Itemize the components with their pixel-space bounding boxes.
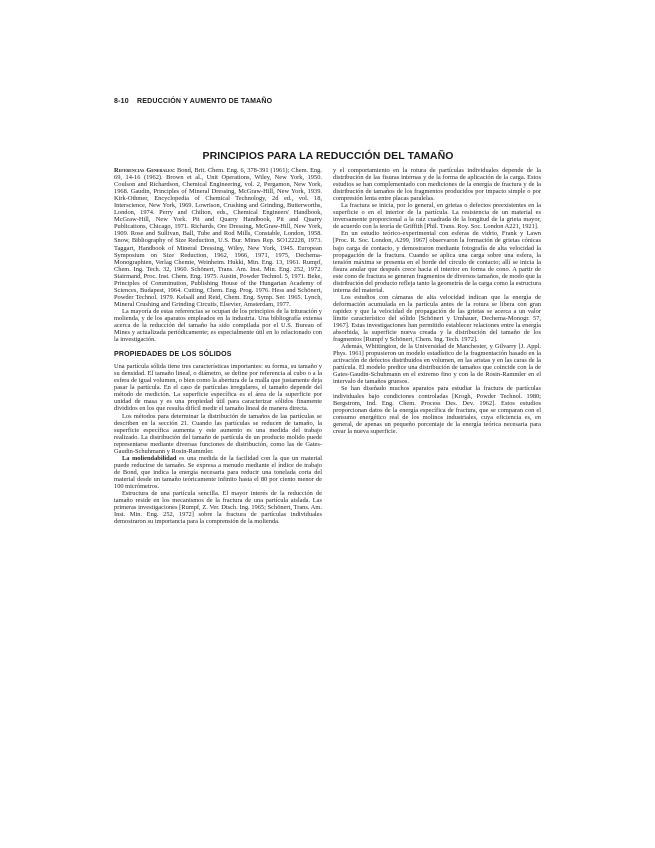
references-lead: Referencias Generales: xyxy=(114,167,176,174)
general-references-paragraph xyxy=(114,167,322,308)
body-paragraph: Estructura de una partícula sencilla. El mayor interés de la reducción de tamaño reside en los mecanismos de la fractura de una partícula aislada. Las primeras investigaciones [Rumpf, Z. Ver. Dtsch. Ing. 1965; Schönert, Trans. Am. Inst. Min. Eng. 252, 1972] sobre la fractura de partículas individuales demostraron su importancia para la comprensión de la molienda. xyxy=(114,490,322,526)
body-paragraph: y el comportamiento en la rotura de partículas individuales depende de la distribución de las fisuras internas y de la forma de aplicación de la carga. Estos estudios se han complementado con mediciones de la energía de fractura y de la distribución de tamaños de los fragmentos producidos por impacto simple o por compresión lenta entre placas paralelas. xyxy=(333,167,541,203)
body-paragraph: Además, Whittington, de la Universidad de Manchester, y Gilvarry [J. Appl. Phys. 1961] propusieron un modelo estadístico de la fragmentación basado en la activación de defectos distribuidos en volumen, en las aristas y en las caras de la partícula. El modelo predice una distribución de tamaños que coincide con la de Gates-Gaudin-Schuhmann en el extremo fino y con la de Rosin-Rammler en el intervalo de tamaños gruesos. xyxy=(333,343,541,386)
body-paragraph: Los métodos para determinar la distribución de tamaños de las partículas se describen en la sección 21. Cuando las partículas se reducen de tamaño, la superficie específica aumenta y este aumento es una medida del trabajo realizado. La distribución del tamaño de partícula de un producto molido puede representarse mediante diversas funciones de distribución, como las de Gates-Gaudin-Schuhmann y Rosin-Rammler. xyxy=(114,412,322,455)
section-title: PRINCIPIOS PARA LA REDUCCIÓN DEL TAMAÑO xyxy=(202,150,454,162)
body-paragraph: Una partícula sólida tiene tres características importantes: su forma, su tamaño y su densidad. El tamaño lineal, o diámetro, se define por referencia al cubo o a la esfera de igual volumen, o bien como la abertura de la malla que justamente deja pasar la partícula. En el caso de partículas irregulares, el tamaño depende del método de medición. La superficie específica es el área de la superficie por unidad de masa y es una propiedad útil para caracterizar sólidos finamente divididos en los que resulta difícil medir el tamaño lineal de manera directa. xyxy=(114,363,322,413)
left-column xyxy=(114,167,322,525)
body-paragraph: La fractura se inicia, por lo general, en grietas o defectos preexistentes en la superficie o en el interior de la partícula. La resistencia de un material es inversamente proporcional a la raíz cuadrada de la longitud de la grieta mayor, de acuerdo con la teoría de Griffith [Phil. Trans. Roy. Soc. London A221, 1921]. xyxy=(333,202,541,231)
grindability-term: La moliendabilidad xyxy=(122,454,177,462)
references-body: Bond, Brit. Chem. Eng. 6, 378-391 (1961); Chem. Eng. 69, 14-16 (1962). Brown et al., Unit Operations, Wiley, New York, 1950. Coulson and Richardson, Chemical Engineering, vol. 2, Pergamon, New York, 1968. Gaudin, Principles of Mineral Dressing, McGraw-Hill, New York, 1939. Kirk-Othmer, Encyclopedia of Chemical Technology, 2d ed., vol. 18, Interscience, New York, 1969. Lowrison, Crushing and Grinding, Butterworths, London, 1974. Perry and Chilton, eds., Chemical Engineers' Handbook, McGraw-Hill, New York. Pit and Quarry Handbook, Pit and Quarry Publications, Chicago, 1971. Richards, Ore Dressing, McGraw-Hill, New York, 1909. Rose and Sullivan, Ball, Tube and Rod Mills, Constable, London, 1958. Snow, Bibliography of Size Reduction, U.S. Bur. Mines Rep. SO122228, 1973. Taggart, Handbook of Mineral Dressing, Wiley, New York, 1945. European Symposium on Size Reduction, 1962, 1966, 1971, 1975, Dechema-Monographien, Verlag Chemie, Weinheim. Hukki, Min. Eng. 13, 1961. Rumpf, Chem. Ing. Tech. 32, 1960. Schönert, Trans. Am. Inst. Min. Eng. 252, 1972. Stairmand, Proc. Inst. Chem. Eng. 1975. Austin, Powder Technol. 5, 1971. Beke, Principles of Comminution, Publishing House of the Hungarian Academy of Sciences, Budapest, 1964. Cutting, Chem. Eng. Prog. 1976. Hess and Schönert, Powder Technol. 1979. Kelsall and Reid, Chem. Eng. Symp. Ser. 1965. Lynch, Mineral Crushing and Grinding Circuits, Elsevier, Amsterdam, 1977. xyxy=(114,167,322,308)
references-note-paragraph: La mayoría de estas referencias se ocupan de los principios de la trituración y molienda, y de los aparatos empleados en la industria. Una bibliografía extensa acerca de la reducción del tamaño ha sido compilada por el U.S. Bureau of Mines y actualizada periódicamente; es especialmente útil en lo relacionado con la investigación. xyxy=(114,307,322,344)
right-column xyxy=(333,167,541,435)
body-paragraph: Los estudios con cámaras de alta velocidad indican que la energía de deformación acumulada en la partícula antes de la rotura se libera con gran rapidez y que la velocidad de propagación de las grietas se acerca a un valor límite característico del sólido [Schönert y Umhauer, Dechema-Monogr. 57, 1967]. Estas investigaciones han permitido establecer relaciones entre la energía absorbida, la superficie nueva creada y la distribución del tamaño de los fragmentos [Rumpf y Schönert, Chem. Ing. Tech. 1972]. xyxy=(333,293,541,344)
body-paragraph: En un estudio teórico-experimental con esferas de vidrio, Frank y Lawn [Proc. R. Soc. London, A299, 1967] observaron la formación de grietas cónicas bajo carga de contacto, y demostraron mediante fotografía de alta velocidad la propagación de la fractura. Cuando se aplica una carga sobre una esfera, la tensión máxima se presenta en el borde del círculo de contacto; allí se inicia la fisura anular que después crece hacia el interior en forma de cono. A partir de este cono de fractura se generan fragmentos de diversos tamaños, de modo que la distribución del producto refleja tanto la geometría de la carga como la estructura interna del material. xyxy=(333,230,541,294)
running-title: REDUCCIÓN Y AUMENTO DE TAMAÑO xyxy=(136,98,273,105)
body-paragraph xyxy=(114,455,322,490)
running-header xyxy=(114,98,272,105)
grindability-text: es una medida de la facilidad con la que un material puede reducirse de tamaño. Se expresa a menudo mediante el índice de trabajo de Bond, que indica la energía necesaria para reducir una tonelada corta del material desde un tamaño teóricamente infinito hasta el 80 por ciento menor de 100 micrómetros. xyxy=(114,454,322,490)
page-number: 8-10 xyxy=(114,98,129,105)
body-paragraph: Se han diseñado muchos aparatos para estudiar la fractura de partículas individuales bajo condiciones controladas [Krogh, Powder Technol. 1980; Bergstrom, Ind. Eng. Chem. Process Des. Dev. 1962]. Estos estudios proporcionan datos de la energía específica de fractura, que se comparan con el consumo energético real de los molinos industriales, cuya eficiencia es, en general, de apenas un pequeño porcentaje de la energía teórica necesaria para crear la nueva superficie. xyxy=(333,385,541,435)
subsection-title: PROPIEDADES DE LOS SÓLIDOS xyxy=(114,351,232,359)
